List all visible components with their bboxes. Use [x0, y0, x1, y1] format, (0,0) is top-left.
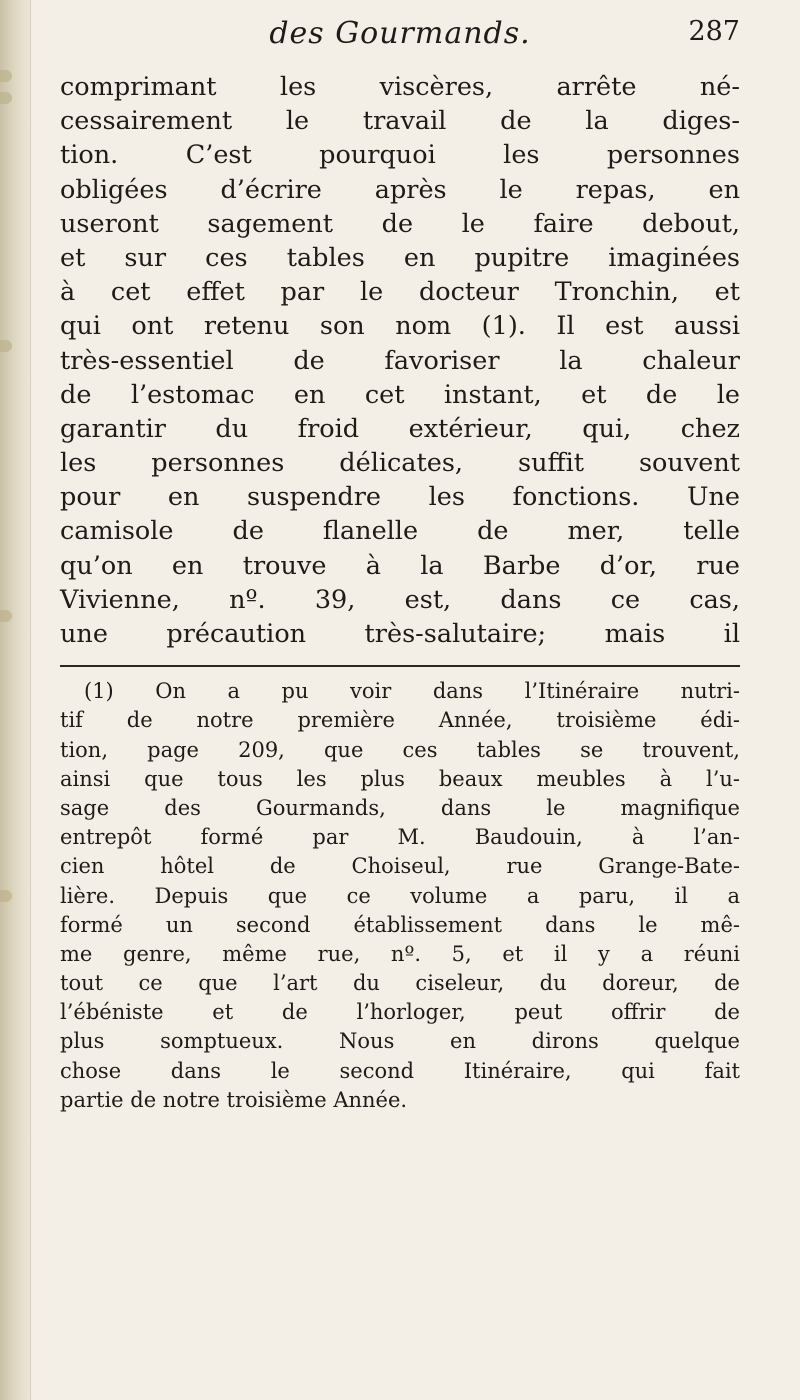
binding-mark	[0, 610, 12, 622]
book-page	[60, 14, 740, 1115]
text-line: les personnes délicates, suffit souvent	[60, 448, 740, 479]
text-line: qui ont retenu son nom (1). Il est aussi	[60, 311, 740, 342]
binding-mark	[0, 70, 12, 82]
footnote-line: lière. Depuis que ce volume a paru, il a	[60, 883, 740, 908]
footnote-line: (1) On a pu voir dans l’Itinéraire nutri-	[84, 679, 740, 704]
footnote-line: tion, page 209, que ces tables se trouvent,	[60, 737, 740, 762]
page-number: 287	[688, 16, 740, 47]
footnote-line: tif de notre première Année, troisième édi-	[60, 708, 740, 733]
text-line: de l’estomac en cet instant, et de le	[60, 379, 740, 410]
footnote-line: partie de notre troisième Année.	[60, 1087, 408, 1112]
text-line: qu’on en trouve à la Barbe d’or, rue	[60, 550, 740, 581]
text-line: useront sagement de le faire debout,	[60, 208, 740, 239]
text-line: Vivienne, nº. 39, est, dans ce cas,	[60, 584, 740, 615]
text-line: comprimant les viscères, arrête né-	[60, 72, 740, 102]
binding-mark	[0, 890, 12, 902]
footnote-line: ainsi que tous les plus beaux meubles à l’u-	[60, 766, 740, 791]
footnote-line: sage des Gourmands, dans le magnifique	[60, 795, 740, 820]
text-line: et sur ces tables en pupitre imaginées	[60, 242, 740, 273]
footnote-line: cien hôtel de Choiseul, rue Grange-Bate-	[60, 854, 740, 879]
running-title: des Gourmands.	[269, 16, 531, 51]
text-line: garantir du froid extérieur, qui, chez	[60, 413, 740, 444]
text-line: pour en suspendre les fonctions. Une	[60, 482, 740, 513]
footnote-line: chose dans le second Itinéraire, qui fait	[60, 1058, 740, 1083]
text-line: cessairement le travail de la diges-	[60, 106, 740, 137]
running-head	[60, 14, 740, 64]
footnote-line: me genre, même rue, nº. 5, et il y a réuni	[60, 941, 740, 966]
binding-mark	[0, 92, 12, 104]
main-text	[60, 70, 740, 651]
footnote-line: plus somptueux. Nous en dirons quelque	[60, 1029, 740, 1054]
text-line: obligées d’écrire après le repas, en	[60, 174, 740, 205]
binding-mark	[0, 340, 12, 352]
text-line: camisole de flanelle de mer, telle	[60, 516, 740, 547]
text-line: à cet effet par le docteur Tronchin, et	[60, 277, 740, 308]
book-binding-edge	[0, 0, 31, 1400]
text-line: tion. C’est pourquoi les personnes	[60, 140, 740, 171]
footnote-line: tout ce que l’art du ciseleur, du doreur, de	[60, 971, 740, 996]
footnote-rule	[60, 665, 740, 667]
text-line: une précaution très-salutaire; mais il	[60, 619, 740, 649]
text-line: très-essentiel de favoriser la chaleur	[60, 345, 740, 376]
footnote-line: formé un second établissement dans le mê-	[60, 912, 740, 937]
footnote	[60, 677, 740, 1115]
footnote-line: entrepôt formé par M. Baudouin, à l’an-	[60, 825, 740, 850]
footnote-line: l’ébéniste et de l’horloger, peut offrir de	[60, 1000, 740, 1025]
